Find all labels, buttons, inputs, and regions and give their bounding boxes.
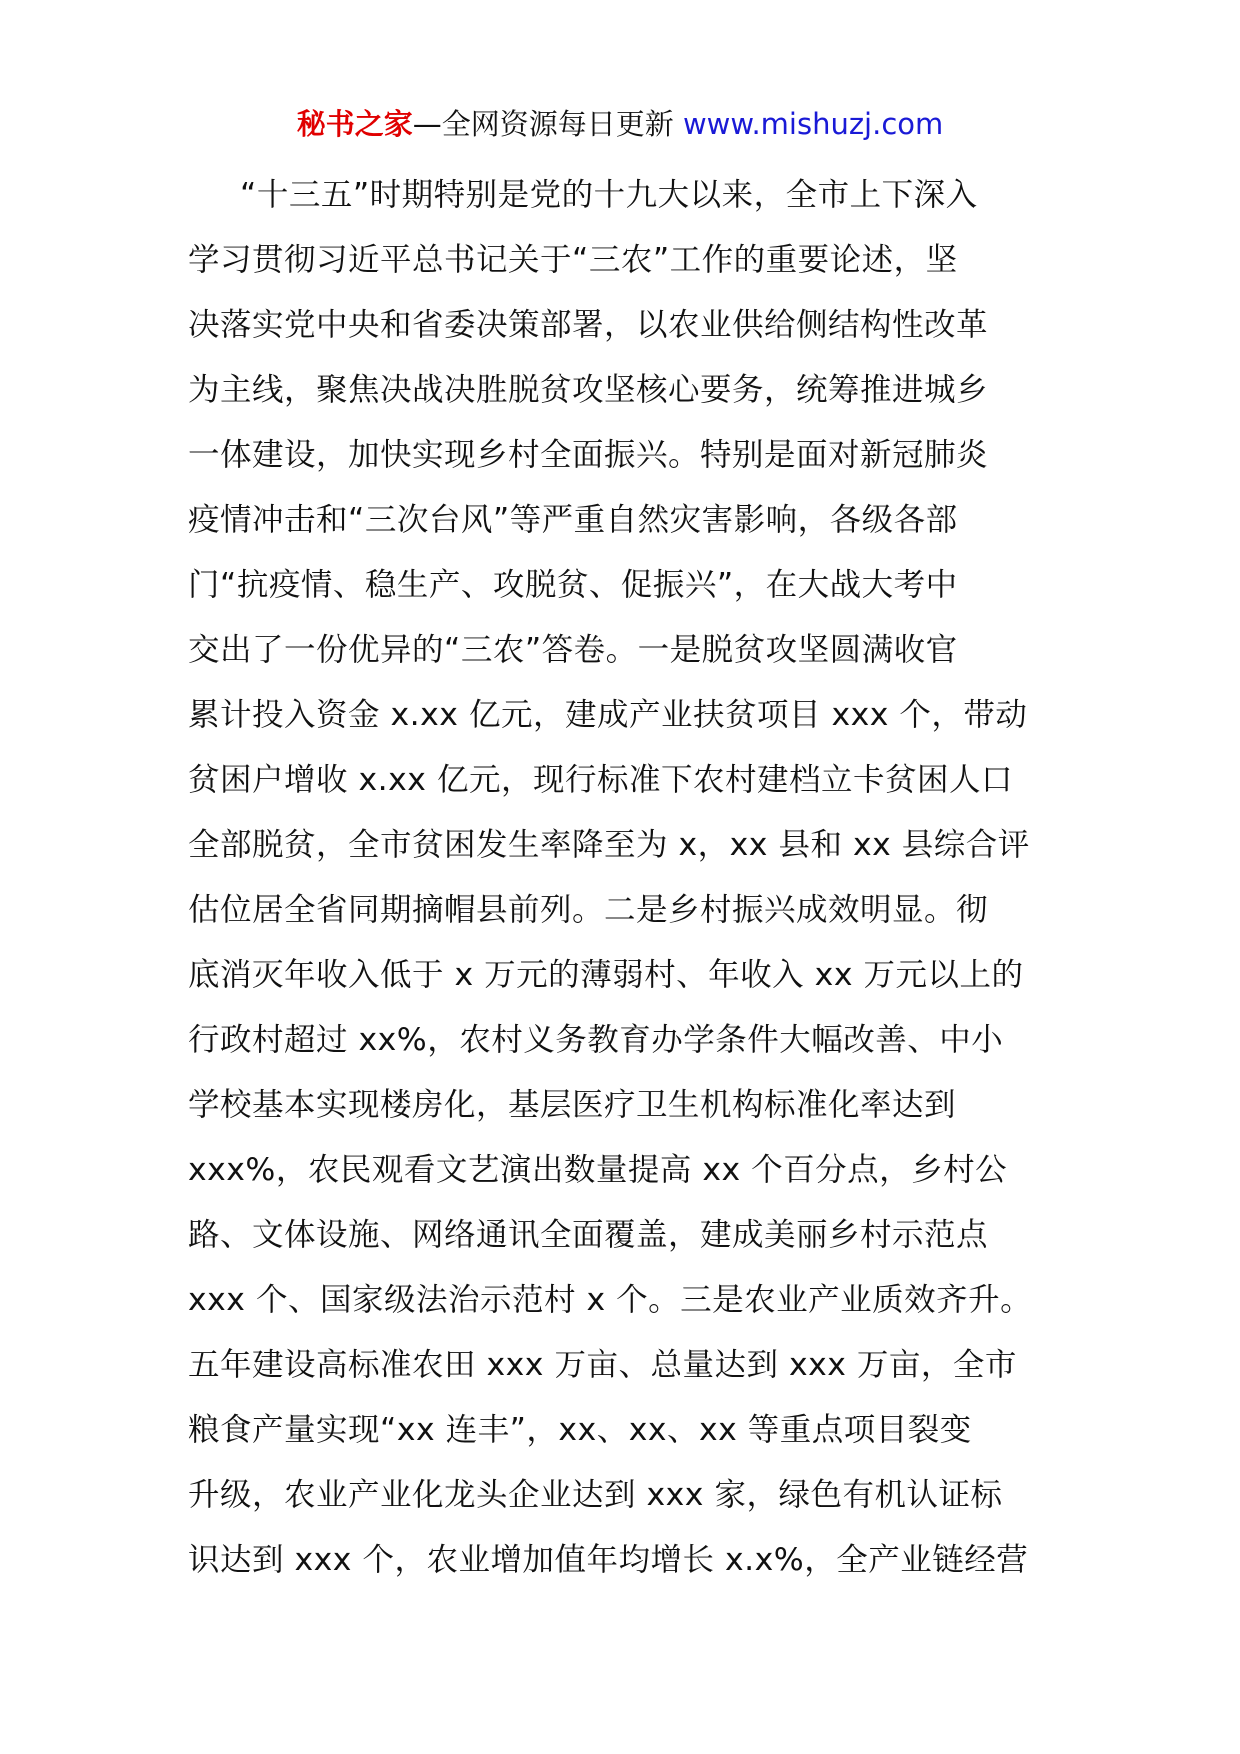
paragraph-line: 识达到 xxx 个，农业增加值年均增长 x.x%，全产业链经营 (188, 1542, 1029, 1578)
paragraph-line: 粮食产量实现“xx 连丰”，xx、xx、xx 等重点项目裂变 (188, 1412, 972, 1448)
header-tagline: —全网资源每日更新 (412, 107, 674, 141)
paragraph-line: 路、文体设施、网络通讯全面覆盖，建成美丽乡村示范点 (188, 1217, 989, 1253)
paragraph-line: 行政村超过 xx%，农村义务教育办学条件大幅改善、中小 (188, 1022, 1004, 1058)
paragraph-line: 一体建设，加快实现乡村全面振兴。特别是面对新冠肺炎 (188, 437, 989, 473)
paragraph-line: 学校基本实现楼房化，基层医疗卫生机构标准化率达到 (188, 1087, 957, 1123)
paragraph-line: 门“抗疫情、稳生产、攻脱贫、促振兴”，在大战大考中 (188, 567, 958, 603)
paragraph-line: 疫情冲击和“三次台风”等严重自然灾害影响，各级各部 (188, 502, 958, 538)
paragraph-line: “十三五”时期特别是党的十九大以来，全市上下深入 (240, 177, 978, 213)
page-header (0, 100, 1240, 148)
paragraph-line: 底消灭年收入低于 x 万元的薄弱村、年收入 xx 万元以上的 (188, 957, 1024, 993)
paragraph-line: 学习贯彻习近平总书记关于“三农”工作的重要论述，坚 (188, 242, 958, 278)
paragraph-line: 五年建设高标准农田 xxx 万亩、总量达到 xxx 万亩，全市 (188, 1347, 1017, 1383)
paragraph-line: 交出了一份优异的“三农”答卷。一是脱贫攻坚圆满收官 (188, 632, 958, 668)
paragraph-line: 为主线，聚焦决战决胜脱贫攻坚核心要务，统筹推进城乡 (188, 372, 989, 408)
website-link[interactable]: www.mishuzj.com (682, 107, 944, 141)
brand-title: 秘书之家 (296, 107, 413, 141)
paragraph-line: 累计投入资金 x.xx 亿元，建成产业扶贫项目 xxx 个，带动 (188, 697, 1028, 733)
paragraph-line: 贫困户增收 x.xx 亿元，现行标准下农村建档立卡贫困人口 (188, 762, 1013, 798)
paragraph-line: 估位居全省同期摘帽县前列。二是乡村振兴成效明显。彻 (188, 892, 989, 928)
paragraph-line: xxx%，农民观看文艺演出数量提高 xx 个百分点，乡村公 (188, 1152, 1008, 1188)
document-body (188, 163, 1088, 1593)
paragraph-line: xxx 个、国家级法治示范村 x 个。三是农业产业质效齐升。 (188, 1282, 1033, 1318)
paragraph-line: 升级，农业产业化龙头企业达到 xxx 家，绿色有机认证标 (188, 1477, 1003, 1513)
paragraph-line: 决落实党中央和省委决策部署，以农业供给侧结构性改革 (188, 307, 989, 343)
paragraph-line: 全部脱贫，全市贫困发生率降至为 x，xx 县和 xx 县综合评 (188, 827, 1030, 863)
